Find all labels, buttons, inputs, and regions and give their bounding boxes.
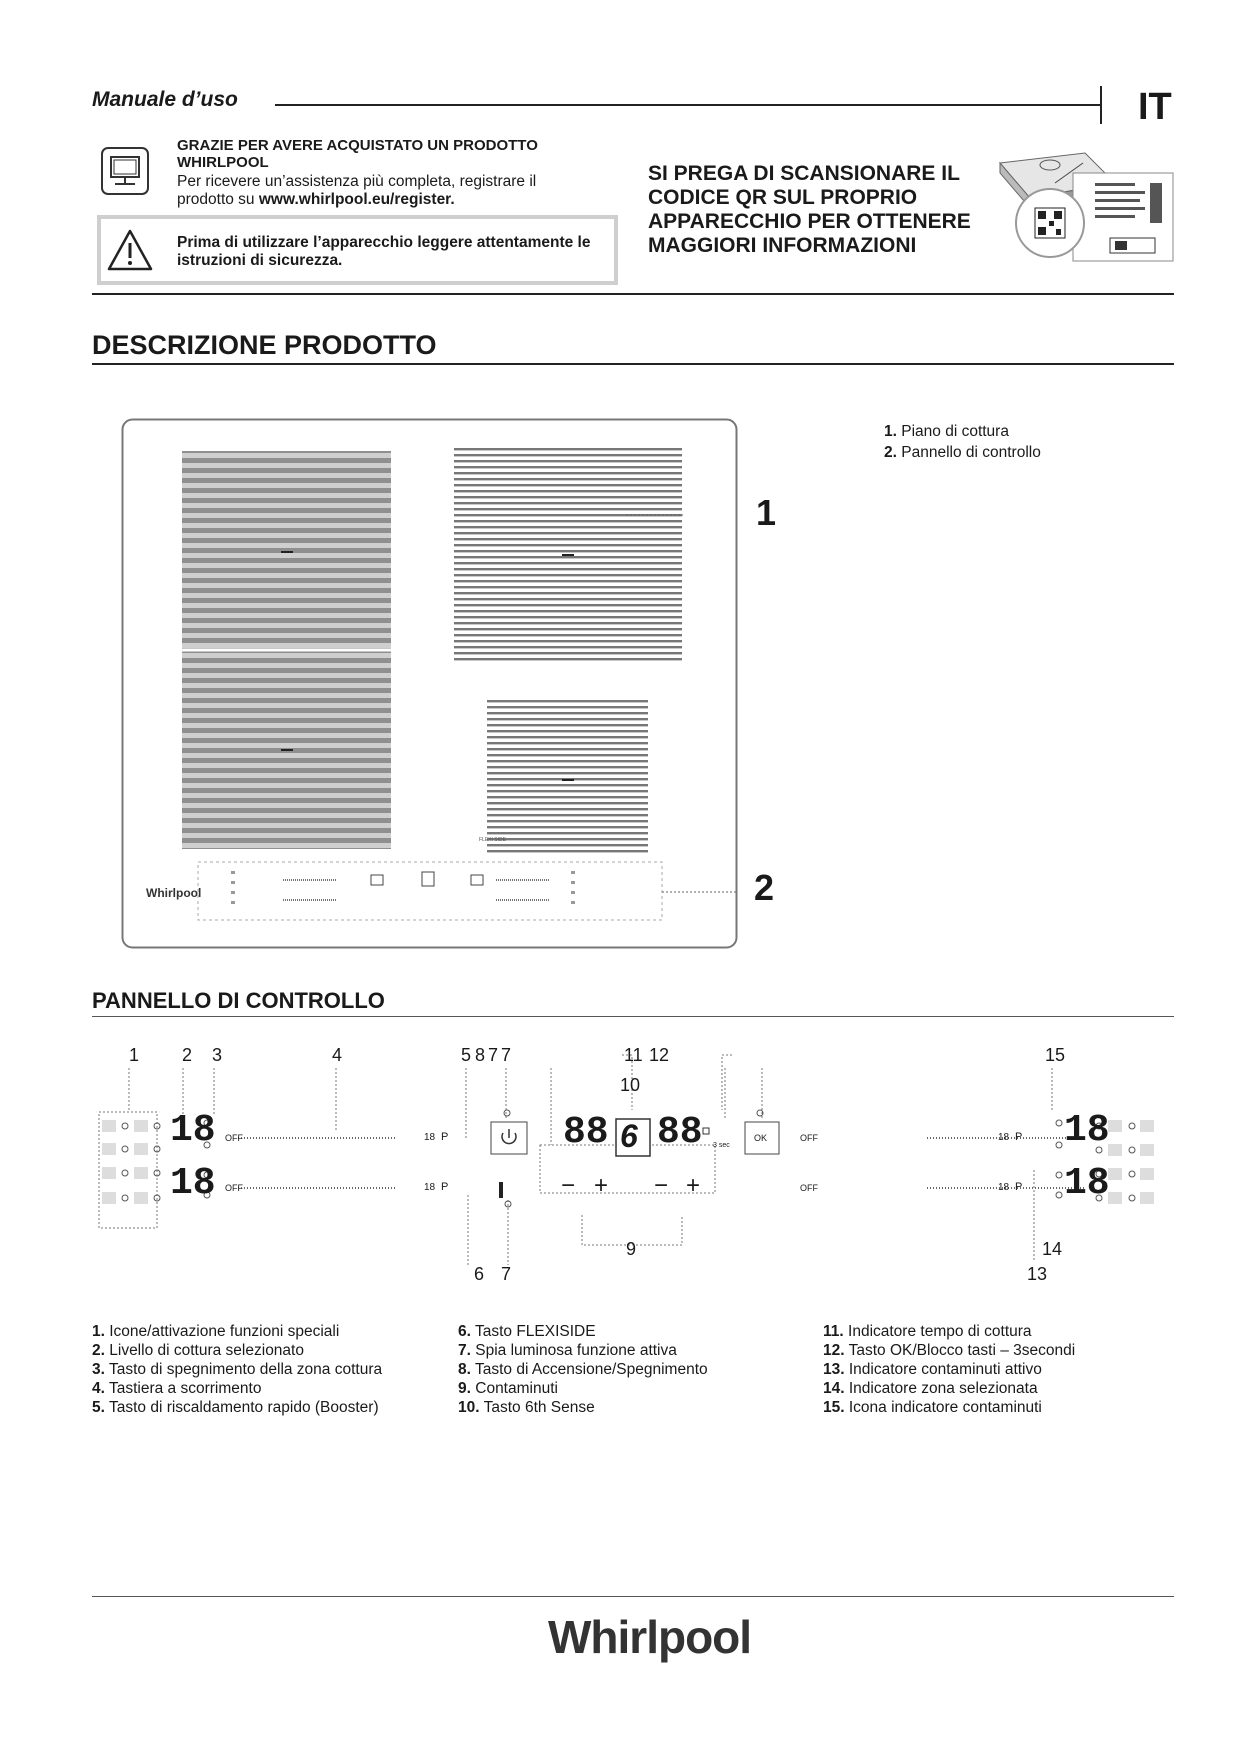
booster-button[interactable]: P (1015, 1131, 1023, 1143)
register-link[interactable]: www.whirlpool.eu/register. (258, 191, 455, 208)
cp-num-5: 5 (461, 1045, 472, 1065)
manual-title: Manuale d’uso (92, 88, 238, 111)
timer-display-right: 88 (657, 1111, 703, 1154)
thanks-heading: GRAZIE PER AVERE ACQUISTATO UN PRODOTTO WHIRLPOOL (177, 137, 538, 171)
cp-num-11: 11 (624, 1045, 643, 1065)
legend-item: 4. Tastiera a scorrimento (92, 1380, 262, 1397)
slider-off-label: OFF (800, 1133, 818, 1143)
slider-max-label: 18 (998, 1132, 1010, 1143)
cp-num-3: 3 (212, 1045, 223, 1065)
cp-num-2: 2 (182, 1045, 193, 1065)
legend-item: 14. Indicatore zona selezionata (823, 1380, 1038, 1397)
legend-item: 15. Icona indicatore contaminuti (823, 1399, 1042, 1416)
legend-col-1 (92, 1322, 382, 1417)
lock-3sec-label: 3 sec (713, 1142, 730, 1149)
slider-max-label: 18 (424, 1182, 436, 1193)
cp-num-8: 8 (475, 1045, 486, 1065)
timer-plus-right[interactable]: + (686, 1172, 701, 1199)
callout-2: 2 (754, 867, 775, 908)
legend-item: 9. Contaminuti (458, 1380, 558, 1397)
safety-warning: Prima di utilizzare l’apparecchio leggere attentamente le istruzioni di sicurezza. (177, 234, 591, 269)
legend-item: 12. Tasto OK/Blocco tasti – 3secondi (823, 1342, 1076, 1359)
slider-off-label: OFF (800, 1183, 818, 1193)
register-text-label: Per ricevere un’assistenza più completa, registrare il prodotto su (177, 173, 537, 208)
slider-max-label: 18 (998, 1182, 1010, 1193)
cp-num-9: 9 (626, 1239, 637, 1259)
section-title-product: DESCRIZIONE PRODOTTO (92, 330, 437, 360)
timer-plus-left[interactable]: + (594, 1172, 609, 1199)
cp-num-7a: 7 (488, 1045, 499, 1065)
legend-item: 6. Tasto FLEXISIDE (458, 1323, 596, 1340)
cp-num-7b: 7 (501, 1045, 512, 1065)
cp-num-14: 14 (1042, 1239, 1063, 1259)
level-display-bottom-right: 18 (1064, 1162, 1110, 1205)
sixth-sense-button[interactable]: 6 (620, 1118, 638, 1154)
cp-num-15: 15 (1045, 1045, 1066, 1065)
cp-num-12: 12 (649, 1045, 670, 1065)
cp-num-7c: 7 (501, 1264, 512, 1284)
legend-item: 5. Tasto di riscaldamento rapido (Booster) (92, 1399, 379, 1416)
cp-num-13: 13 (1027, 1264, 1048, 1284)
cp-num-10: 10 (620, 1075, 641, 1095)
legend-item: 2. Pannello di controllo (884, 444, 1041, 461)
scan-qr-text: SI PREGA DI SCANSIONARE IL CODICE QR SUL PROPRIO APPARECCHIO PER OTTENERE MAGGIORI INFORMAZIONI (648, 162, 971, 257)
legend-item: 3. Tasto di spegnimento della zona cottura (92, 1361, 383, 1378)
legend-item: 11. Indicatore tempo di cottura (823, 1323, 1032, 1340)
legend-item: 13. Indicatore contaminuti attivo (823, 1361, 1042, 1378)
legend-item: 7. Spia luminosa funzione attiva (458, 1342, 677, 1359)
booster-button[interactable]: P (1015, 1181, 1023, 1193)
cp-num-1: 1 (129, 1045, 140, 1065)
timer-display-left: 88 (563, 1111, 609, 1154)
whirlpool-logo: Whirlpool (548, 1611, 752, 1663)
section-rule (92, 1016, 1174, 1017)
warning-icon (106, 228, 154, 272)
footer-rule (92, 1596, 1174, 1597)
timer-minus-left[interactable]: − (561, 1172, 576, 1199)
legend-item: 1. Piano di cottura (884, 423, 1009, 440)
legend-item: 8. Tasto di Accensione/Spegnimento (458, 1361, 708, 1378)
cp-num-4: 4 (332, 1045, 343, 1065)
hob-diagram (121, 418, 738, 949)
flexi-side-label: FLEXI SIDE (479, 837, 506, 843)
level-display-top-left: 18 (170, 1109, 216, 1152)
monitor-icon (100, 146, 150, 196)
legend-col-2 (458, 1322, 708, 1417)
slider-off-label: OFF (225, 1183, 243, 1193)
product-legend (884, 421, 1041, 463)
booster-button[interactable]: P (441, 1131, 449, 1143)
slider-off-label: OFF (225, 1133, 243, 1143)
header-rule (275, 104, 1100, 106)
legend-col-3 (823, 1322, 1075, 1417)
legend-item: 10. Tasto 6th Sense (458, 1399, 595, 1416)
hob-brand-logo: Whirlpool (146, 886, 202, 900)
register-text (177, 173, 597, 209)
ok-button[interactable]: OK (754, 1133, 768, 1143)
appliance-qr-label-image (995, 143, 1180, 268)
language-code: IT (1138, 86, 1172, 128)
legend-item: 1. Icone/attivazione funzioni speciali (92, 1323, 340, 1340)
section-rule (92, 363, 1174, 365)
booster-button[interactable]: P (441, 1181, 449, 1193)
timer-minus-right[interactable]: − (654, 1172, 669, 1199)
section-title-control-panel: PANNELLO DI CONTROLLO (92, 988, 385, 1013)
info-rule (92, 293, 1174, 295)
legend-item: 2. Livello di cottura selezionato (92, 1342, 304, 1359)
callout-1: 1 (756, 492, 777, 533)
slider-max-label: 18 (424, 1132, 436, 1143)
level-display-top-right: 18 (1064, 1109, 1110, 1152)
cp-num-6: 6 (474, 1264, 485, 1284)
header-divider (1100, 86, 1102, 124)
level-display-bottom-left: 18 (170, 1162, 216, 1205)
